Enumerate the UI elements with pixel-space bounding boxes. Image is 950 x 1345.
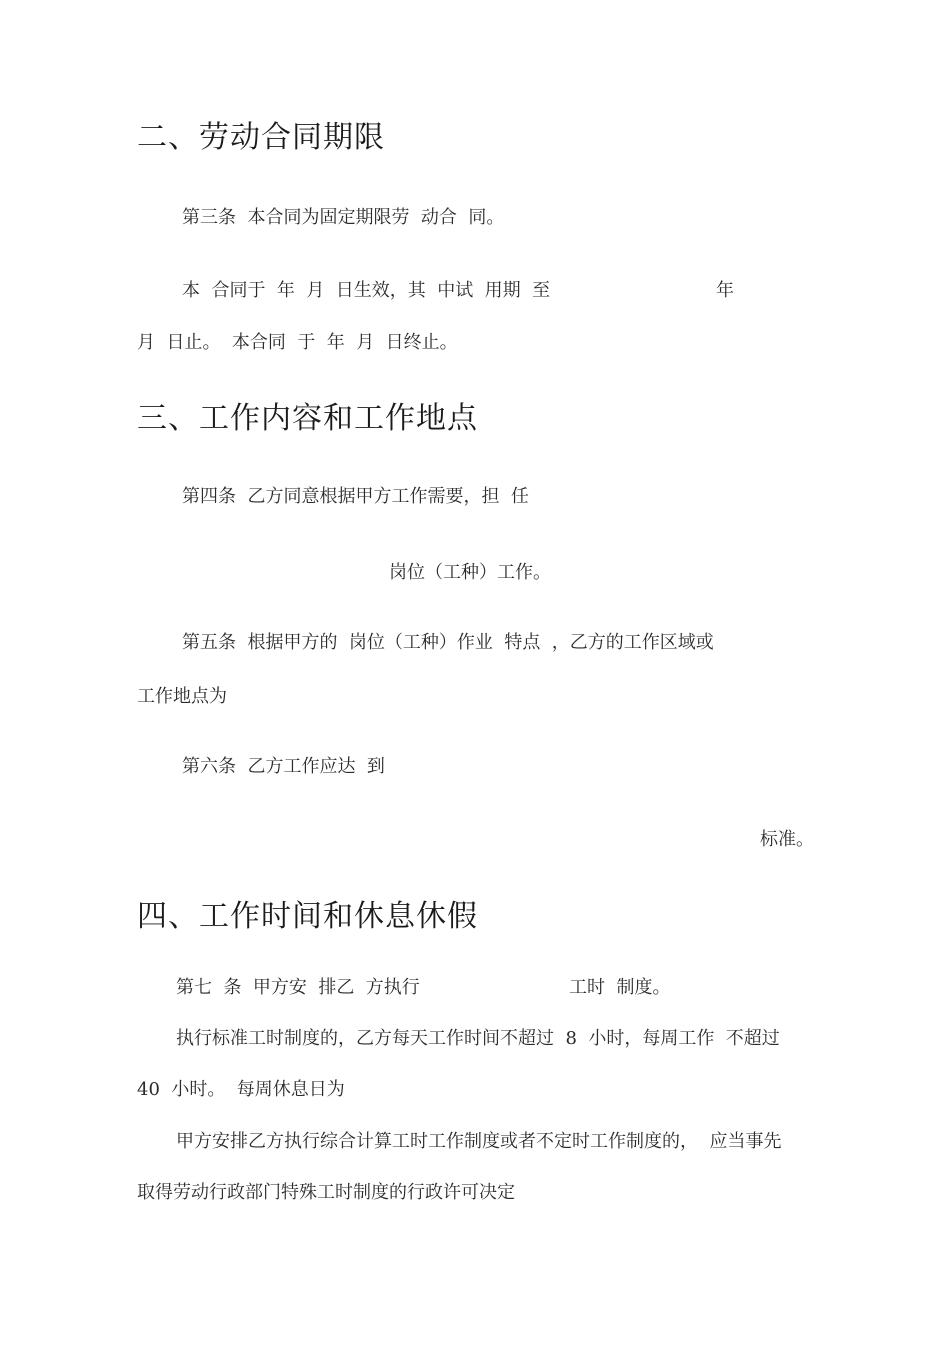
article-7-text: 第七 条 甲方安 排乙 方执行	[176, 977, 420, 998]
article-6-text: 第六条 乙方工作应达 到	[182, 756, 385, 777]
special-hours-text: 甲方安排乙方执行综合计算工时工作制度或者不定时工作制度的， 应当事先	[176, 1131, 782, 1152]
standard-hours-text: 执行标准工时制度的，乙方每天工作时间不超过 8 小时，每周工作 不超过	[176, 1028, 780, 1049]
article-3-text: 第三条 本合同为固定期限劳 动合 同。	[182, 207, 505, 228]
termination-date-text: 月 日止。 本合同 于 年 月 日终止。	[137, 332, 458, 353]
section-heading-work-hours: 四、工作时间和休息休假	[137, 899, 478, 934]
section-heading-work-content: 三、工作内容和工作地点	[137, 401, 478, 436]
special-hours-continued-text: 取得劳动行政部门特殊工时制度的行政许可决定	[137, 1182, 515, 1203]
article-4-position-text: 岗位（工种）工作。	[389, 562, 551, 583]
standard-text: 标准。	[760, 829, 814, 850]
weekly-rest-text: 40 小时。 每周休息日为	[137, 1079, 345, 1100]
work-location-text: 工作地点为	[137, 686, 227, 707]
probation-year-text: 年	[716, 280, 734, 301]
section-heading-term: 二、劳动合同期限	[137, 120, 385, 155]
work-hour-system-text: 工时 制度。	[569, 977, 671, 998]
article-5-text: 第五条 根据甲方的 岗位（工种）作业 特点 ，乙方的工作区域或	[182, 632, 714, 653]
effective-date-text: 本 合同于 年 月 日生效，其 中试 用期 至	[182, 280, 551, 301]
article-4-text: 第四条 乙方同意根据甲方工作需要，担 任	[182, 486, 529, 507]
